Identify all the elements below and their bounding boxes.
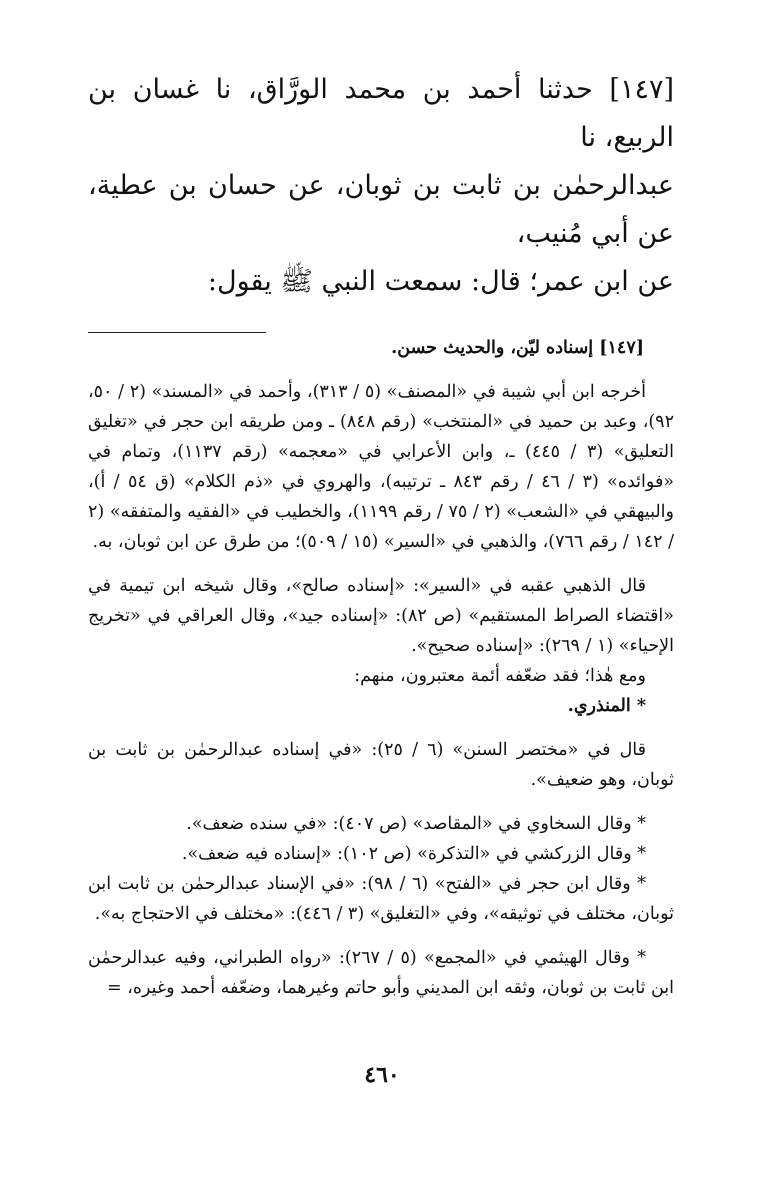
hadith-line: عبدالرحمٰن بن ثابت بن ثوبان، عن حسان بن عطية، عن أبي مُنيب، [88,170,674,249]
footnote-item: * وقال ابن حجر في «الفتح» (٦ / ٩٨): «في الإسناد عبدالرحمٰن بن ثابت ابن ثوبان، مختلف في توثيقه»، وفي «التغليق» (٣ / ٤٤٦): «مختلف في الاحتجاج به». [88,874,674,924]
footnote [88,333,674,1003]
page-number: ٤٦٠ [364,1062,400,1088]
footnote-item: * وقال السخاوي في «المقاصد» (ص ٤٠٧): «في سنده ضعف». [186,814,646,834]
footnote-paragraph: أخرجه ابن أبي شيبة في «المصنف» (٥ / ٣١٣)، وأحمد في «المسند» (٢ / ٥٠، ٩٢)، وعبد بن حميد في «المنتخب» (رقم ٨٤٨) ـ ومن طريقه ابن حجر في «تغليق التعليق» (٣ / ٤٤٥) ـ، وابن الأعرابي في «معجمه» (رقم ١١٣٧)، وتمام في «فوائده» (٣ / ٤٦ / رقم ٨٤٣ ـ ترتيبه)، والهروي في «ذم الكلام» (ق ٥٤ / أ)، والبيهقي في «الشعب» (٢ / ٧٥ / رقم ١١٩٩)، والخطيب في «الفقيه والمتفقه» (٢ / ١٤٢ / رقم ٧٦٦)، والذهبي في «السير» (١٥ / ٥٠٩)؛ من طرق عن ابن ثوبان، به. [88,382,675,552]
footnote-item: * وقال الهيثمي في «المجمع» (٥ / ٢٦٧): «رواه الطبراني، وفيه عبدالرحمٰن ابن ثابت بن ثوبان، وثقه ابن المديني وأبو حاتم وغيرهما، وضعّفه أحمد وغيره، = [88,948,674,998]
footnote-grade: [١٤٧] إسناده ليّن، والحديث حسن. [391,338,644,358]
footnote-item: * المنذري. [567,696,646,716]
footnote-paragraph: قال الذهبي عقبه في «السير»: «إسناده صالح»، وقال شيخه ابن تيمية في «اقتضاء الصراط المستقيم» (ص ٨٢): «إسناده جيد»، وقال العراقي في «تخريج الإحياء» (١ / ٢٦٩): «إسناده صحيح». [88,576,675,656]
footnote-item: * وقال الزركشي في «التذكرة» (ص ١٠٢): «إسناده فيه ضعف». [181,844,646,864]
footnote-paragraph: قال في «مختصر السنن» (٦ / ٢٥): «في إسناده عبدالرحمٰن بن ثابت بن ثوبان، وهو ضعيف». [88,740,674,790]
hadith-line: عن ابن عمر؛ قال: سمعت النبي ﷺ يقول: [207,266,674,297]
hadith-text [88,66,674,306]
hadith-line: [١٤٧] حدثنا أحمد بن محمد الورَّاق، نا غسان بن الربيع، نا [88,74,674,153]
footnote-paragraph: ومع هٰذا؛ فقد ضعّفه أئمة معتبرون، منهم: [354,666,646,686]
